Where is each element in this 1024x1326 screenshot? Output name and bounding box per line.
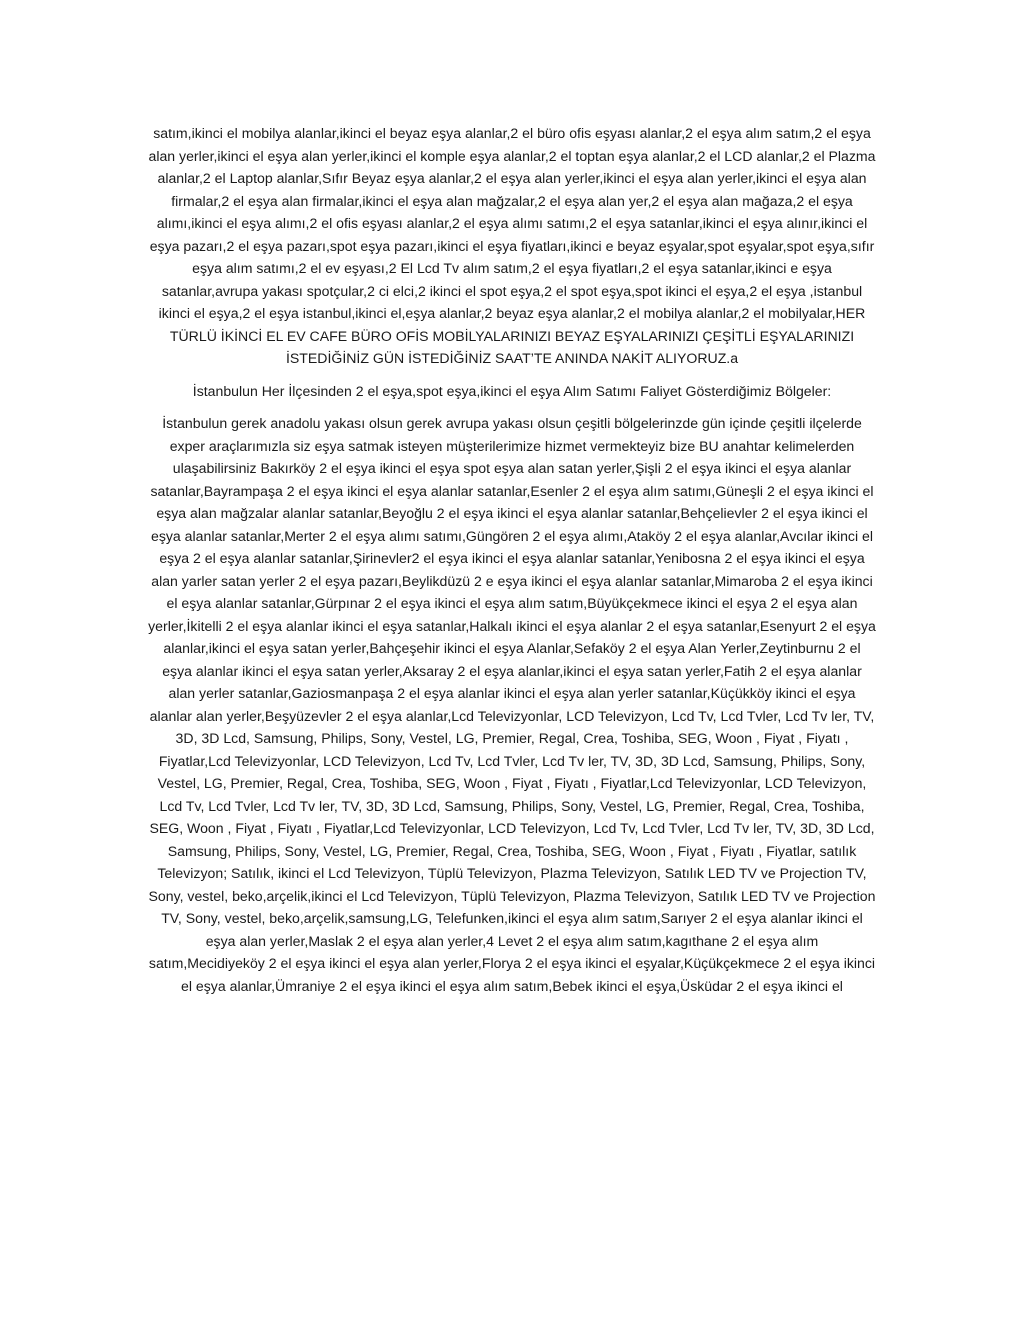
body-paragraph-1: satım,ikinci el mobilya alanlar,ikinci el beyaz eşya alanlar,2 el büro ofis eşyası alanlar,2 el eşya alım satım,2 el eşya alan yerler,ikinci el eşya alan yerler,ikinci el komple eşya alanlar,2 el toptan eşya alanlar,2 el LCD alanlar,2 el Plazma alanlar,2 el Laptop alanlar,Sıfır Beyaz eşya alanlar,2 el eşya alan yerler,ikinci el eşya alan yerler,ikinci el eşya alan firmalar,2 el eşya alan firmalar,ikinci el eşya alan mağzalar,2 el eşya alan yer,2 el eşya alan mağaza,2 el eşya alımı,ikinci el eşya alımı,2 el ofis eşyası alanlar,2 el eşya alımı satımı,2 el eşya satanlar,ikinci el eşya alınır,ikinci el eşya pazarı,2 el eşya pazarı,spot eşya pazarı,ikinci el eşya fiyatları,ikinci e beyaz eşyalar,spot eşyalar,spot eşya,sıfır eşya alım satımı,2 el ev eşyası,2 El Lcd Tv alım satım,2 el eşya fiyatları,2 el eşya satanlar,ikinci e eşya satanlar,avrupa yakası spotçular,2 ci elci,2 ikinci el spot eşya,2 el spot eşya,spot ikinci el eşya,2 el eşya ,istanbul ikinci el eşya,2 el eşya istanbul,ikinci el,eşya alanlar,2 beyaz eşya alanlar,2 el mobilya alanlar,2 el mobilyalar,HER TÜRLÜ İKİNCİ EL EV CAFE BÜRO OFİS MOBİLYALARINIZI BEYAZ EŞYALARINIZI ÇEŞİTLİ EŞYALARINIZI İSTEDİĞİNİZ GÜN İSTEDİĞİNİZ SAAT’TE ANINDA NAKİT ALIYORUZ.a [148, 125, 876, 366]
page-body [148, 122, 876, 1007]
body-paragraph-3: İstanbulun gerek anadolu yakası olsun gerek avrupa yakası olsun çeşitli bölgelerinzde gün içinde çeşitli ilçelerde exper araçlarımızla siz eşya satmak isteyen müşterilerimize hizmet vermekteyiz bize BU anahtar kelimelerden ulaşabilirsiniz Bakırköy 2 el eşya ikinci el eşya spot eşya alan satan yerler,Şişli 2 el eşya ikinci el eşya alanlar satanlar,Bayrampaşa 2 el eşya ikinci el eşya alanlar satanlar,Esenler 2 el eşya alım satımı,Güneşli 2 el eşya ikinci el eşya alan mağzalar alanlar satanlar,Beyoğlu 2 el eşya ikinci el eşya alanlar satanlar,Behçelievler 2 el eşya ikinci el eşya alanlar satanlar,Merter 2 el eşya alımı satımı,Güngören 2 el eşya alımı,Ataköy 2 el eşya alanlar,Avcılar ikinci el eşya 2 el eşya alanlar satanlar,Şirinevler2 el eşya ikinci el eşya alanlar satanlar,Yenibosna 2 el eşya ikinci el eşya alan yarler satan yerler 2 el eşya pazarı,Beylikdüzü 2 e eşya ikinci el eşya alanlar satanlar,Mimaroba 2 el eşya ikinci el eşya alanlar satanlar,Gürpınar 2 el eşya ikinci el eşya alım satım,Büyükçekmece ikinci el eşya 2 el eşya alan yerler,İkitelli 2 el eşya alanlar ikinci el eşya satanlar,Halkalı ikinci el eşya alanlar 2 el eşya satanlar,Esenyurt 2 el eşya alanlar,ikinci el eşya satan yerler,Bahçeşehir ikinci el eşya Alanlar,Sefaköy 2 el eşya Alan Yerler,Zeytinburnu 2 el eşya alanlar ikinci el eşya satan yerler,Aksaray 2 el eşya alanlar,ikinci el eşya satan yerler,Fatih 2 el eşya alanlar alan yerler satanlar,Gaziosmanpaşa 2 el eşya alanlar ikinci el eşya alan yerler satanlar,Küçükköy ikinci el eşya alanlar alan yerler,Beşyüzevler 2 el eşya alanlar,Lcd Televizyonlar, LCD Televizyon, Lcd Tv, Lcd Tvler, Lcd Tv ler, TV, 3D, 3D Lcd, Samsung, Philips, Sony, Vestel, LG, Premier, Regal, Crea, Toshiba, SEG, Woon , Fiyat , Fiyatı , Fiyatlar,Lcd Televizyonlar, LCD Televizyon, Lcd Tv, Lcd Tvler, Lcd Tv ler, TV, 3D, 3D Lcd, Samsung, Philips, Sony, Vestel, LG, Premier, Regal, Crea, Toshiba, SEG, Woon , Fiyat , Fiyatı , Fiyatlar,Lcd Televizyonlar, LCD Televizyon, Lcd Tv, Lcd Tvler, Lcd Tv ler, TV, 3D, 3D Lcd, Samsung, Philips, Sony, Vestel, LG, Premier, Regal, Crea, Toshiba, SEG, Woon , Fiyat , Fiyatı , Fiyatlar,Lcd Televizyonlar, LCD Televizyon, Lcd Tv, Lcd Tvler, Lcd Tv ler, TV, 3D, 3D Lcd, Samsung, Philips, Sony, Vestel, LG, Premier, Regal, Crea, Toshiba, SEG, Woon , Fiyat , Fiyatı , Fiyatlar, satılık Televizyon; Satılık, ikinci el Lcd Televizyon, Tüplü Televizyon, Plazma Televizyon, Satılık LED TV ve Projection TV, Sony, vestel, beko,arçelik,ikinci el Lcd Televizyon, Tüplü Televizyon, Plazma Televizyon, Satılık LED TV ve Projection TV, Sony, vestel, beko,arçelik,samsung,LG, Telefunken,ikinci el eşya alım satım,Sarıyer 2 el eşya alanlar ikinci el eşya alan yerler,Maslak 2 el eşya alan yerler,4 Levet 2 el eşya alım satım,kagıthane 2 el eşya alım satım,Mecidiyeköy 2 el eşya ikinci el eşya alan yerler,Florya 2 el eşya ikinci el eşyalar,Küçükçekmece 2 el eşya ikinci el eşya alanlar,Ümraniye 2 el eşya ikinci el eşya alım satım,Bebek ikinci el eşya,Üsküdar 2 el eşya ikinci el [148, 415, 876, 994]
body-paragraph-2: İstanbulun Her İlçesinden 2 el eşya,spot eşya,ikinci el eşya Alım Satımı Faliyet Gösterdiğimiz Bölgeler: [192, 382, 832, 399]
